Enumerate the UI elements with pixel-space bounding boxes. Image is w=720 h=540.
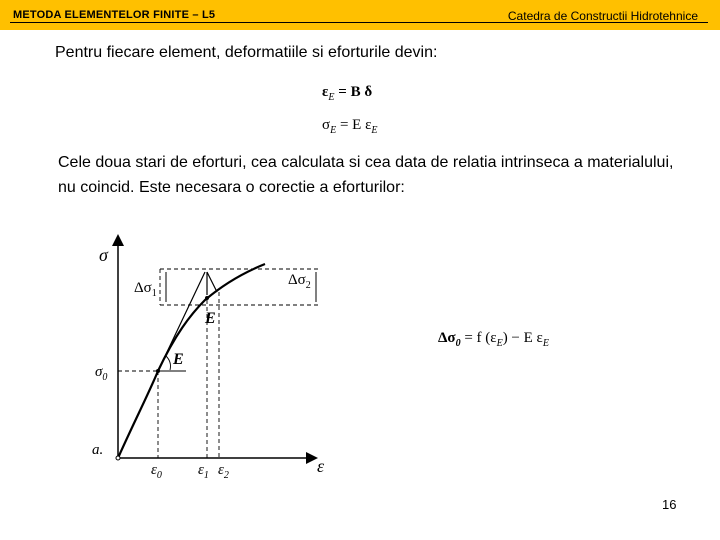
correction-paragraph: Cele doua stari de eforturi, cea calculata si cea data de relatia intrinseca a materialului, nu coincid. Este necesara o corectie a eforturilor:	[58, 154, 674, 196]
eps0-label: $\varepsilon_0$	[151, 462, 162, 481]
E-upper-label: E	[205, 310, 216, 327]
eq3-rhs-sub: E	[496, 338, 503, 349]
point-e1	[205, 296, 209, 300]
course-title: METODA ELEMENTELOR FINITE – L5	[13, 9, 216, 21]
sigma0-label: $\sigma_0$	[95, 364, 108, 383]
eq1-lhs-sub: E	[328, 92, 335, 103]
eq2-rhs-sub: E	[371, 125, 378, 136]
eq3-lhs: Δσ	[438, 330, 456, 346]
equation-correction	[438, 330, 549, 349]
page-number: 16	[662, 497, 677, 512]
eq3-lhs-sub: 0	[455, 338, 461, 349]
eq3-rhs: = f (ε	[464, 330, 497, 346]
eps2-label: $\varepsilon_2$	[218, 462, 229, 481]
eq3-tail-sub: E	[542, 338, 549, 349]
origin-point	[116, 456, 120, 460]
origin-label: a.	[92, 442, 104, 458]
E-lower-label: E	[173, 351, 184, 368]
intro-text: Pentru fiecare element, deformatiile si eforturile devin:	[55, 44, 438, 61]
delta-sigma1-label: $\Delta\sigma_1$	[134, 280, 157, 299]
eq2-lhs: σ	[322, 117, 331, 133]
eq2-rhs: = E ε	[339, 117, 372, 133]
x-axis-label: ε	[317, 456, 325, 476]
eq1-rhs: = B δ	[338, 84, 373, 100]
y-axis-label: σ	[99, 245, 108, 265]
eq2-lhs-sub: E	[330, 125, 337, 136]
eq1-lhs: ε	[322, 84, 329, 100]
department-title: Catedra de Constructii Hidrotehnice	[507, 9, 698, 23]
eq3-tail: ) − E ε	[502, 330, 543, 346]
elastic-return	[207, 272, 217, 292]
eps1-label: $\varepsilon_1$	[198, 462, 209, 481]
tangent-arc	[166, 356, 171, 370]
dashed-guides	[118, 269, 320, 458]
delta-sigma2-label: $\Delta\sigma_2$	[288, 272, 311, 291]
